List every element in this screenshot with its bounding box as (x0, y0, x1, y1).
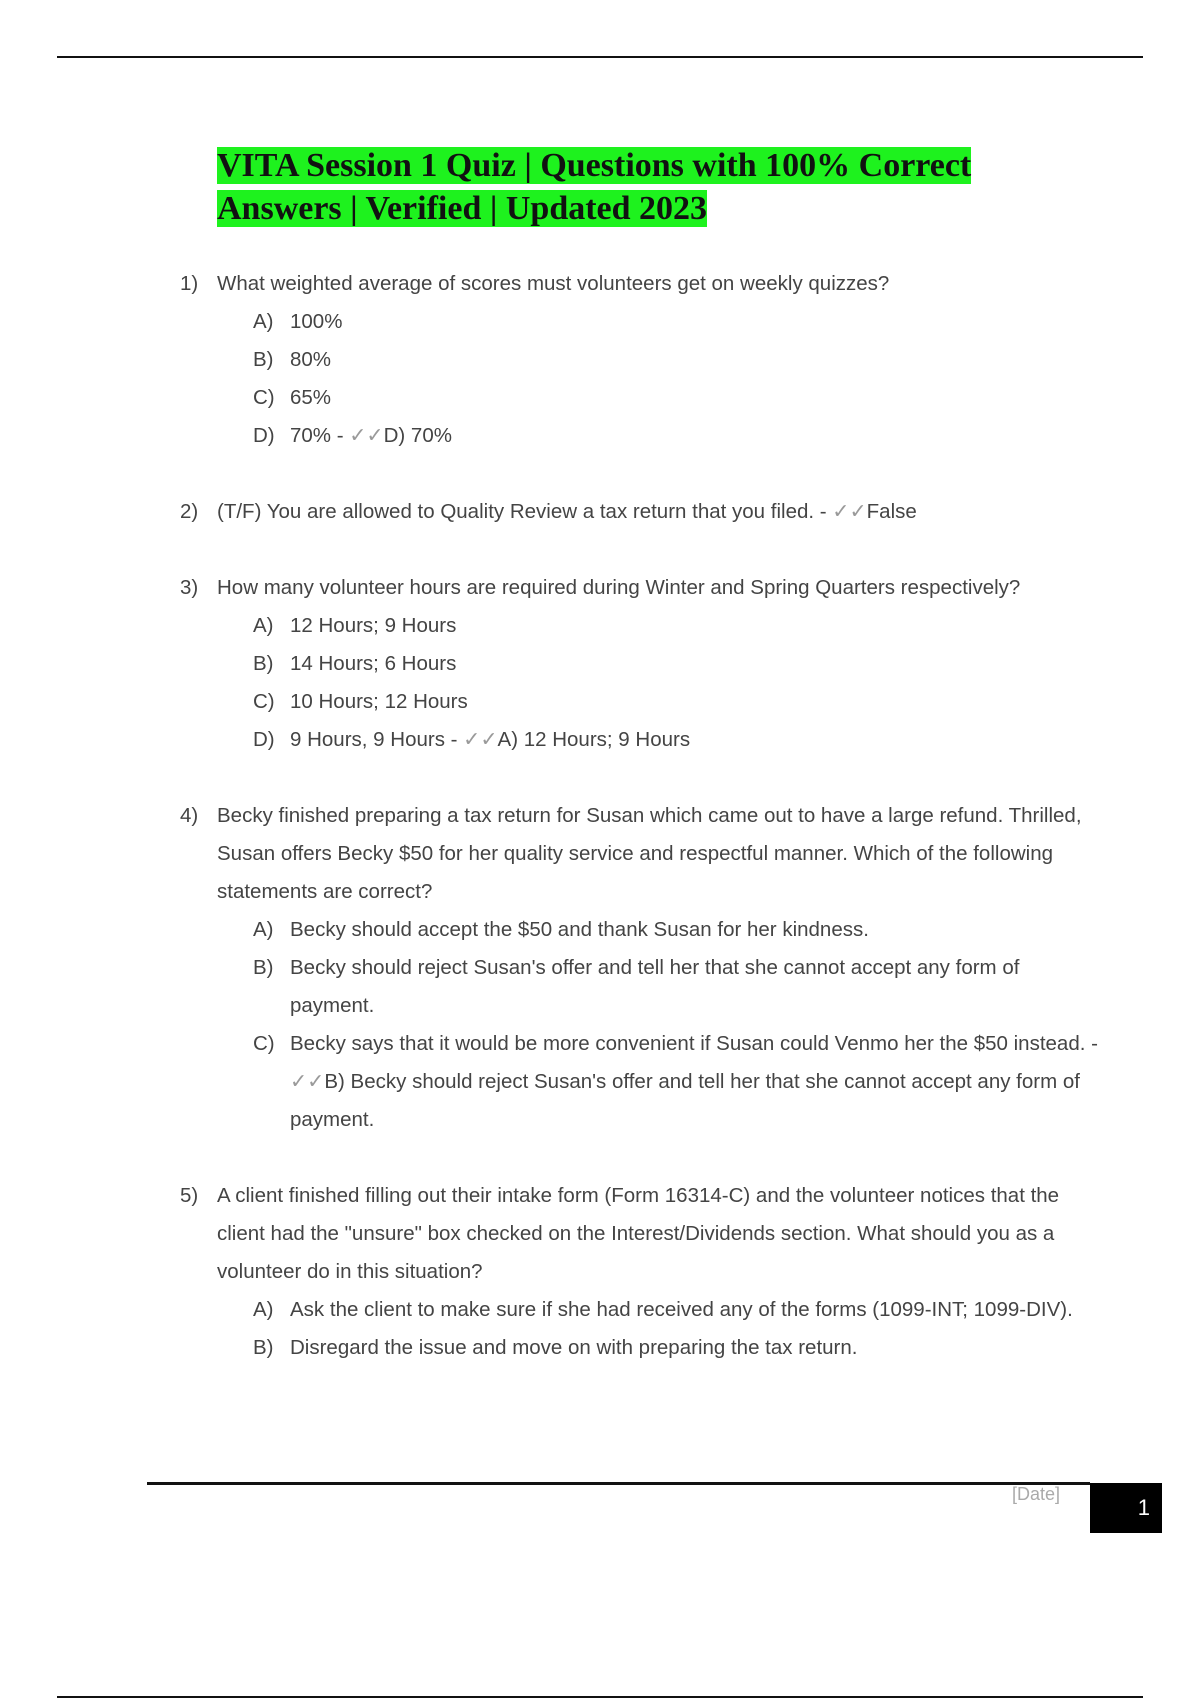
option-item (253, 1025, 1100, 1139)
question-3 (180, 569, 1100, 759)
question-text: Becky finished preparing a tax return for Susan which came out to have a large refund. Thrilled, Susan offers Becky $50 for her quality service and respectful manner. Which of the following statements are correct? (217, 804, 1082, 903)
option-text: Becky should accept the $50 and thank Susan for her kindness. (290, 918, 869, 941)
footer-rule (147, 1482, 1090, 1485)
option-item (253, 1291, 1100, 1329)
question-4 (180, 797, 1100, 1139)
check-icon: ✓✓ (832, 500, 867, 523)
option-letter: C) (253, 386, 275, 409)
question-text: What weighted average of scores must volunteers get on weekly quizzes? (217, 272, 890, 295)
option-text (290, 417, 1100, 455)
check-icon: ✓✓ (290, 1070, 325, 1093)
option-text (290, 721, 1100, 759)
option-text-value: Becky says that it would be more convenient if Susan could Venmo her the $50 instead. - (290, 1032, 1098, 1055)
correct-answer: False (866, 500, 917, 523)
option-text: Becky should reject Susan's offer and tell her that she cannot accept any form of payment. (290, 956, 1020, 1017)
option-letter: A) (253, 918, 274, 941)
question-5 (180, 1177, 1100, 1367)
question-text (217, 493, 1100, 531)
option-item (253, 683, 1100, 721)
question-1 (180, 265, 1100, 455)
footer-date-placeholder: [Date] (1012, 1484, 1061, 1504)
option-text: Ask the client to make sure if she had received any of the forms (1099-INT; 1099-DIV). (290, 1298, 1073, 1321)
option-item (253, 949, 1100, 1025)
option-letter: C) (253, 1032, 275, 1055)
correct-answer: A) 12 Hours; 9 Hours (497, 728, 691, 751)
document-title-text: VITA Session 1 Quiz | Questions with 100% Correct Answers | Verified | Updated 2023 (217, 147, 972, 227)
option-text: 12 Hours; 9 Hours (290, 614, 457, 637)
option-item (253, 341, 1100, 379)
question-text: A client finished filling out their intake form (Form 16314-C) and the volunteer notices that the client had the "unsure" box checked on the Interest/Dividends section. What should you as a volunteer do in this situation? (217, 1184, 1060, 1283)
option-item (253, 721, 1100, 759)
option-item (253, 911, 1100, 949)
option-letter: A) (253, 1298, 274, 1321)
option-text (290, 1025, 1100, 1139)
option-letter: D) (253, 728, 275, 751)
option-text: 100% (290, 310, 343, 333)
question-number: 2) (180, 500, 199, 523)
correct-answer: D) 70% (383, 424, 452, 447)
option-item (253, 417, 1100, 455)
option-letter: B) (253, 652, 274, 675)
option-letter: B) (253, 348, 274, 371)
option-text: 14 Hours; 6 Hours (290, 652, 457, 675)
option-letter: D) (253, 424, 275, 447)
option-item (253, 379, 1100, 417)
option-text: 80% (290, 348, 332, 371)
correct-answer: B) Becky should reject Susan's offer and tell her that she cannot accept any form of payment. (290, 1070, 1080, 1131)
option-letter: B) (253, 1336, 274, 1359)
option-item (253, 645, 1100, 683)
option-text-value: 9 Hours, 9 Hours - (290, 728, 464, 751)
document-title (217, 144, 1097, 230)
option-item (253, 1329, 1100, 1367)
check-icon: ✓✓ (463, 728, 498, 751)
question-number: 4) (180, 804, 199, 827)
option-letter: A) (253, 614, 274, 637)
option-item (253, 607, 1100, 645)
question-2 (180, 493, 1100, 531)
option-text: 65% (290, 386, 332, 409)
option-text: 10 Hours; 12 Hours (290, 690, 468, 713)
bottom-rule (57, 1696, 1143, 1698)
option-text: Disregard the issue and move on with preparing the tax return. (290, 1336, 858, 1359)
option-letter: A) (253, 310, 274, 333)
option-item (253, 303, 1100, 341)
question-text-value: (T/F) You are allowed to Quality Review a tax return that you filed. - (217, 500, 833, 523)
question-text: How many volunteer hours are required during Winter and Spring Quarters respectively? (217, 576, 1021, 599)
question-number: 3) (180, 576, 199, 599)
question-number: 5) (180, 1184, 199, 1207)
header-rule (57, 56, 1143, 58)
option-text-value: 70% - (290, 424, 350, 447)
check-icon: ✓✓ (349, 424, 384, 447)
question-list (180, 265, 1100, 1367)
option-letter: B) (253, 956, 274, 979)
option-letter: C) (253, 690, 275, 713)
page-number: 1 (1090, 1483, 1162, 1533)
question-number: 1) (180, 272, 199, 295)
